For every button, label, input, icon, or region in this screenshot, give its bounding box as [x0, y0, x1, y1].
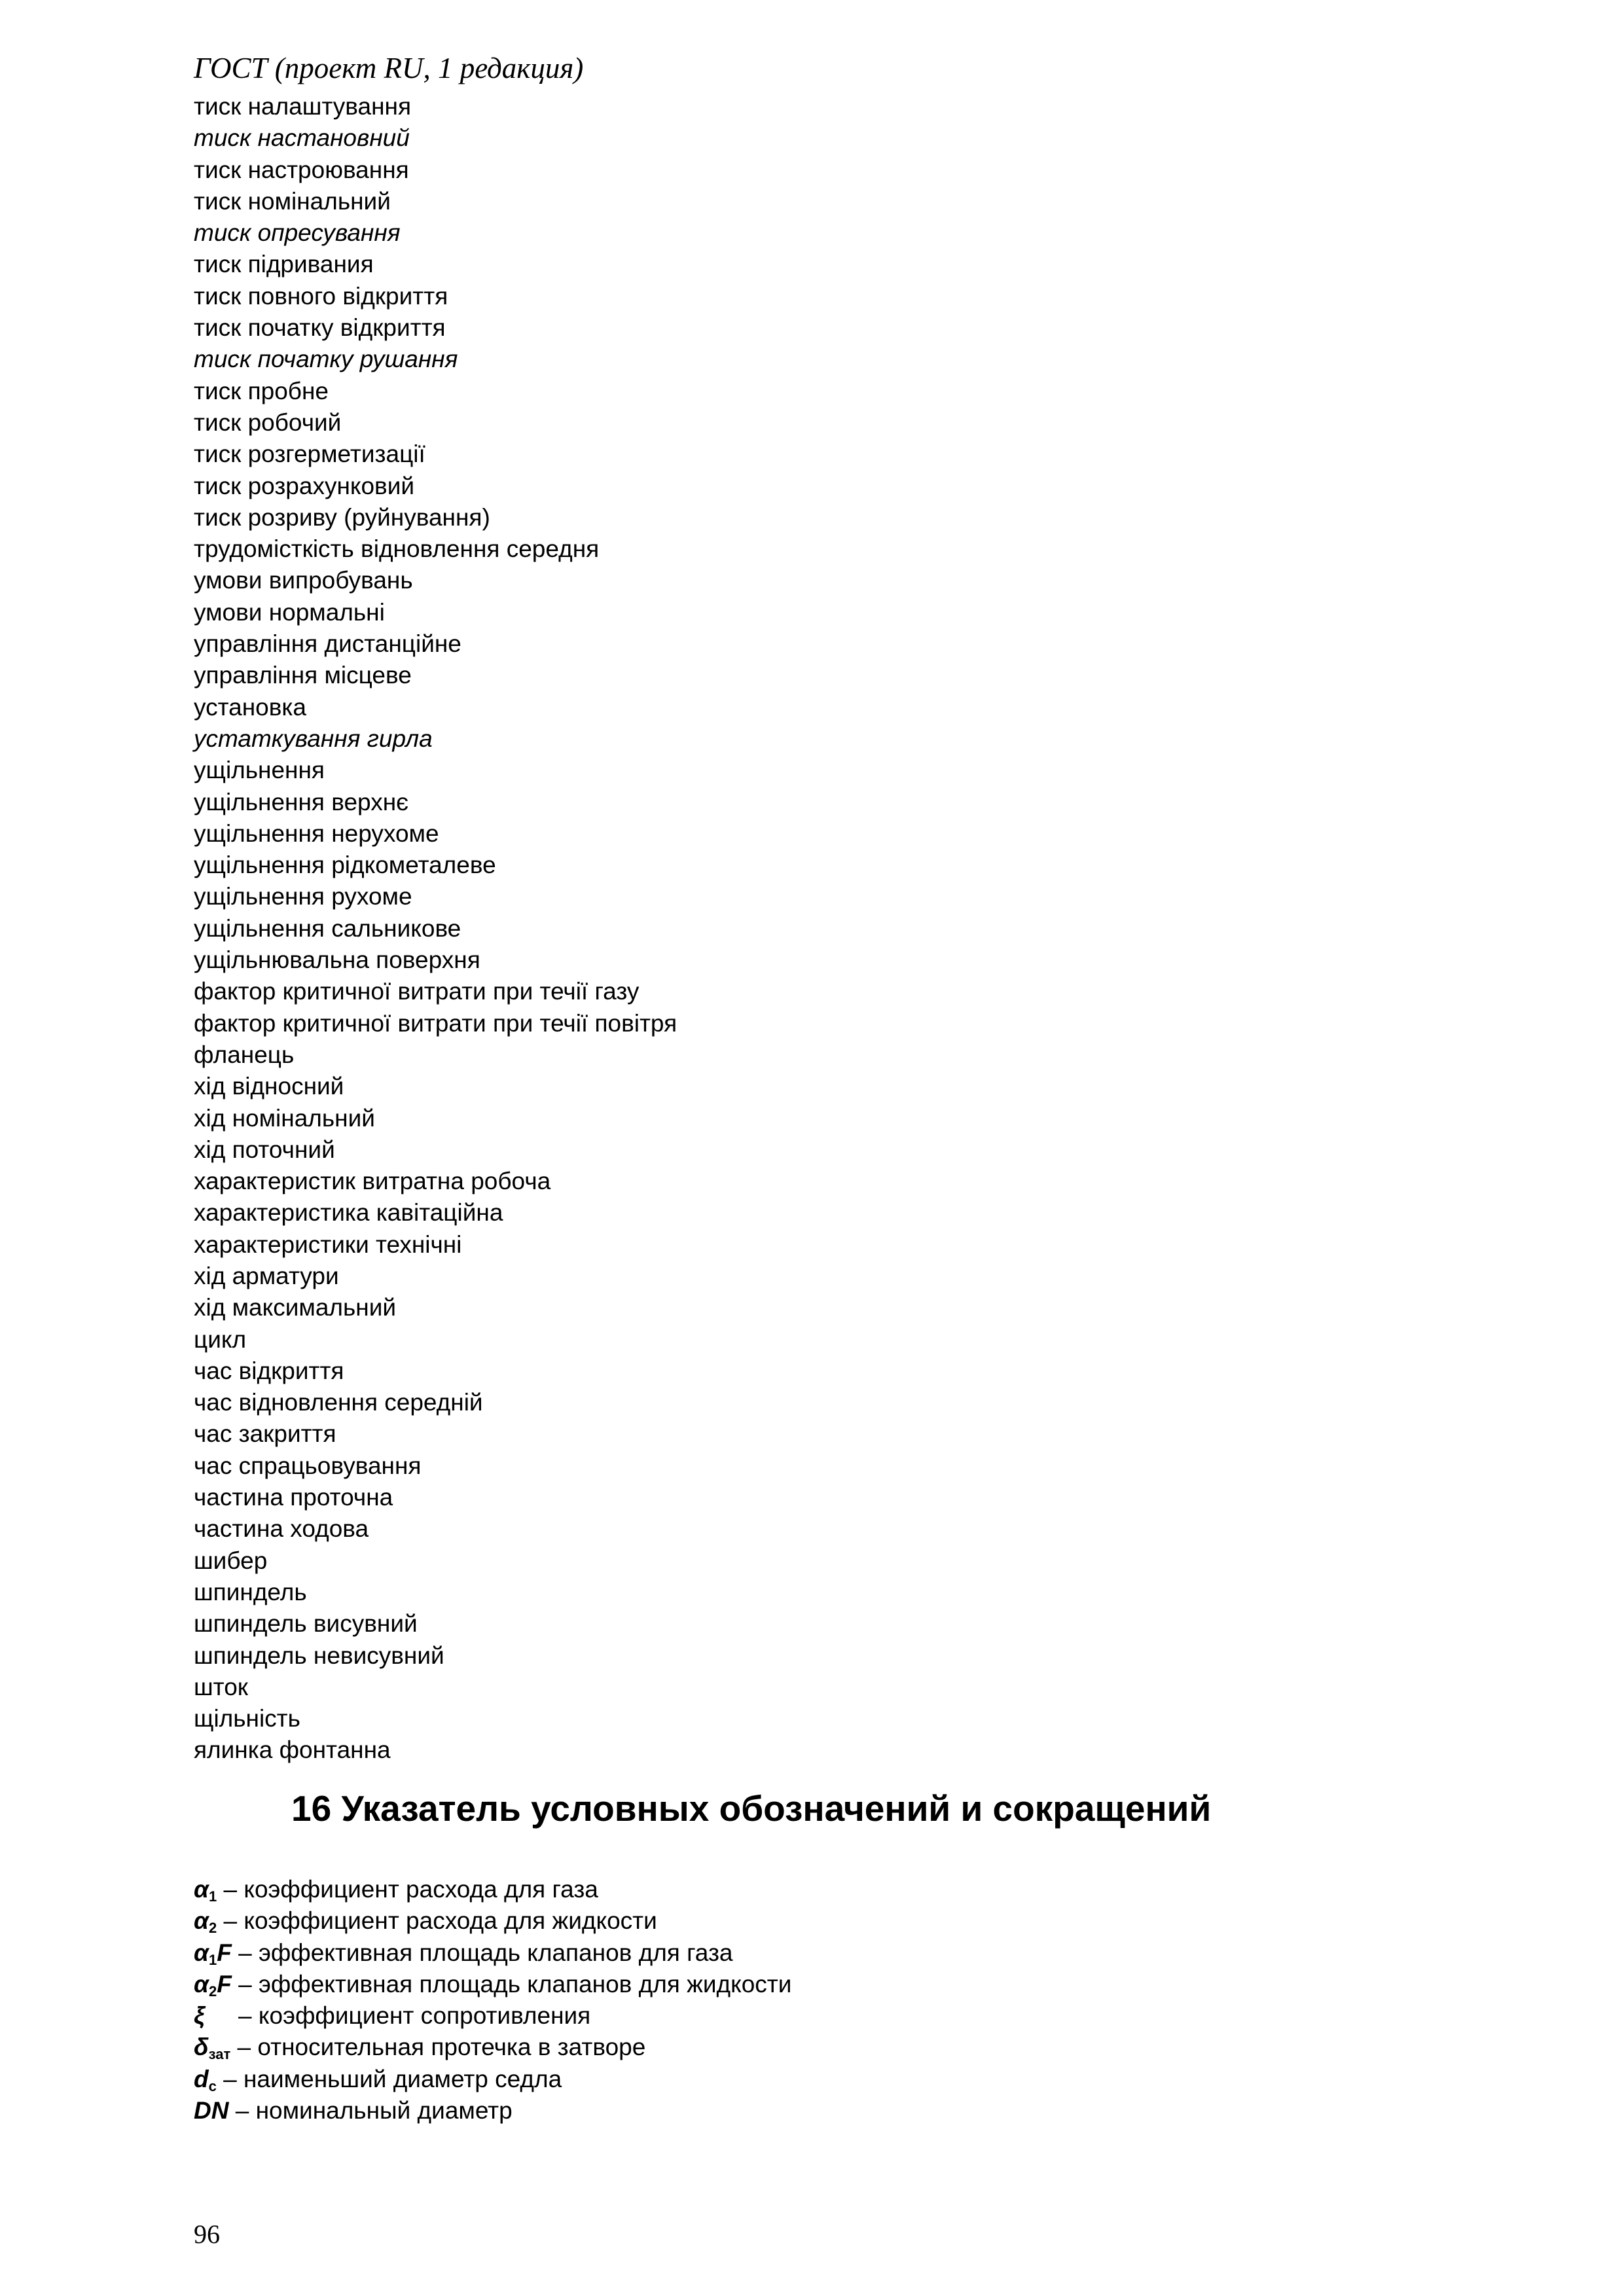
term-item: установка — [194, 693, 306, 721]
term-item: устаткування гирла — [194, 725, 433, 752]
term-item: тиск номінальний — [194, 187, 391, 215]
symbol-item — [194, 2095, 791, 2126]
term-item: частина ходова — [194, 1515, 369, 1543]
term-item: тиск налаштування — [194, 93, 412, 120]
symbol-item — [194, 2032, 791, 2063]
term-item: характеристик витратна робоча — [194, 1168, 551, 1195]
term-item: тиск робочий — [194, 408, 342, 436]
term-item: тиск повного відкриття — [194, 282, 448, 310]
term-item: ущільнювальна поверхня — [194, 946, 480, 974]
term-item: шпиндель висувний — [194, 1610, 418, 1638]
term-item: тиск початку відкриття — [194, 314, 446, 342]
symbol-description: – эффективная площадь клапанов для газа — [231, 1939, 733, 1966]
term-item: час закриття — [194, 1420, 336, 1448]
term-item: хід максимальний — [194, 1294, 397, 1321]
symbol-subscript: зат — [208, 2046, 231, 2063]
symbol-subscript: 1 — [208, 1888, 217, 1905]
term-item: ущільнення нерухоме — [194, 819, 439, 847]
symbol-suffix: F — [217, 1939, 232, 1966]
term-item: тиск розрахунковий — [194, 472, 415, 499]
page-number: 96 — [194, 2219, 220, 2249]
document-header: ГОСТ (проект RU, 1 редакция) — [194, 52, 584, 84]
term-item: фактор критичної витрати при течії газу — [194, 978, 640, 1005]
section-title: 16 Указатель условных обозначений и сокращений — [291, 1788, 1212, 1829]
term-item: час спрацьовування — [194, 1452, 422, 1479]
symbol-item — [194, 2064, 791, 2095]
term-item: тиск початку рушання — [194, 346, 458, 373]
symbol-base: DN — [194, 2097, 229, 2125]
symbol-item — [194, 1905, 791, 1937]
term-item: фланець — [194, 1041, 295, 1068]
symbol-base: α — [194, 1876, 209, 1903]
symbol-base: α — [194, 1939, 209, 1966]
term-item: управління місцеве — [194, 662, 412, 689]
term-item: частина проточна — [194, 1484, 393, 1511]
term-index-list — [194, 91, 677, 1767]
symbol-description: – коэффициент сопротивления — [204, 2002, 591, 2030]
symbol-base: d — [194, 2065, 209, 2092]
term-item: тиск розгерметизації — [194, 440, 425, 468]
symbol-description: – наименьший диаметр седла — [216, 2065, 562, 2092]
symbol-subscript: 2 — [208, 1982, 217, 2000]
term-item: щільність — [194, 1705, 300, 1732]
term-item: хід відносний — [194, 1073, 344, 1100]
term-item: ялинка фонтанна — [194, 1736, 391, 1764]
symbol-description: – коэффициент расхода для газа — [217, 1876, 598, 1903]
term-item: хід номінальний — [194, 1104, 375, 1132]
term-item: шток — [194, 1673, 248, 1700]
symbol-base: ξ — [194, 2002, 205, 2030]
term-item: ущільнення верхнє — [194, 788, 409, 816]
term-item: шпиндель — [194, 1578, 307, 1605]
symbol-notation — [194, 1939, 232, 1966]
symbol-subscript: 2 — [208, 1920, 217, 1937]
term-item: шибер — [194, 1547, 268, 1574]
symbol-base: α — [194, 1907, 209, 1935]
symbol-notation — [194, 1876, 217, 1903]
term-item: тиск опресування — [194, 219, 401, 247]
symbol-description: – эффективная площадь клапанов для жидкости — [231, 1970, 792, 1998]
term-item: тиск підривания — [194, 251, 374, 278]
symbol-notation — [194, 2002, 205, 2029]
symbol-description: – номинальный диаметр — [228, 2097, 513, 2125]
symbol-base: δ — [194, 2034, 209, 2061]
term-item: ущільнення сальникове — [194, 914, 461, 942]
term-item: ущільнення — [194, 757, 325, 784]
term-item: характеристика кавітаційна — [194, 1199, 503, 1227]
term-item: хід поточний — [194, 1136, 335, 1163]
symbol-item — [194, 1969, 791, 2000]
term-item: характеристики технічні — [194, 1230, 462, 1258]
term-item: умови випробувань — [194, 567, 413, 594]
term-item: тиск розриву (руйнування) — [194, 503, 490, 531]
symbol-notation — [194, 2034, 231, 2063]
symbol-list — [194, 1874, 791, 2126]
symbol-item — [194, 1874, 791, 1905]
term-item: умови нормальні — [194, 598, 385, 626]
term-item: ущільнення рідкометалеве — [194, 852, 496, 879]
term-item: управління дистанційне — [194, 630, 461, 658]
symbol-item — [194, 1937, 791, 1969]
term-item: трудомісткість відновлення середня — [194, 535, 600, 563]
symbol-base: α — [194, 1970, 209, 1998]
symbol-subscript: с — [208, 2077, 217, 2094]
term-item: цикл — [194, 1325, 247, 1353]
symbol-subscript: 1 — [208, 1951, 217, 1968]
term-item: час відкриття — [194, 1357, 344, 1384]
term-item: хід арматури — [194, 1262, 339, 1289]
term-item: фактор критичної витрати при течії повітря — [194, 1009, 677, 1037]
term-item: тиск пробне — [194, 377, 329, 404]
term-item: час відновлення середній — [194, 1389, 483, 1416]
symbol-item — [194, 2000, 791, 2032]
term-item: тиск настроювання — [194, 156, 409, 183]
term-item: тиск настановний — [194, 124, 410, 152]
symbol-notation — [194, 1907, 217, 1937]
symbol-description: – относительная протечка в затворе — [230, 2034, 646, 2061]
symbol-notation — [194, 2066, 217, 2092]
symbol-notation — [194, 2097, 228, 2124]
term-item: ущільнення рухоме — [194, 883, 412, 910]
symbol-notation — [194, 1971, 232, 1998]
symbol-description: – коэффициент расхода для жидкости — [217, 1907, 657, 1935]
term-item: шпиндель невисувний — [194, 1641, 444, 1669]
symbol-suffix: F — [217, 1970, 232, 1998]
